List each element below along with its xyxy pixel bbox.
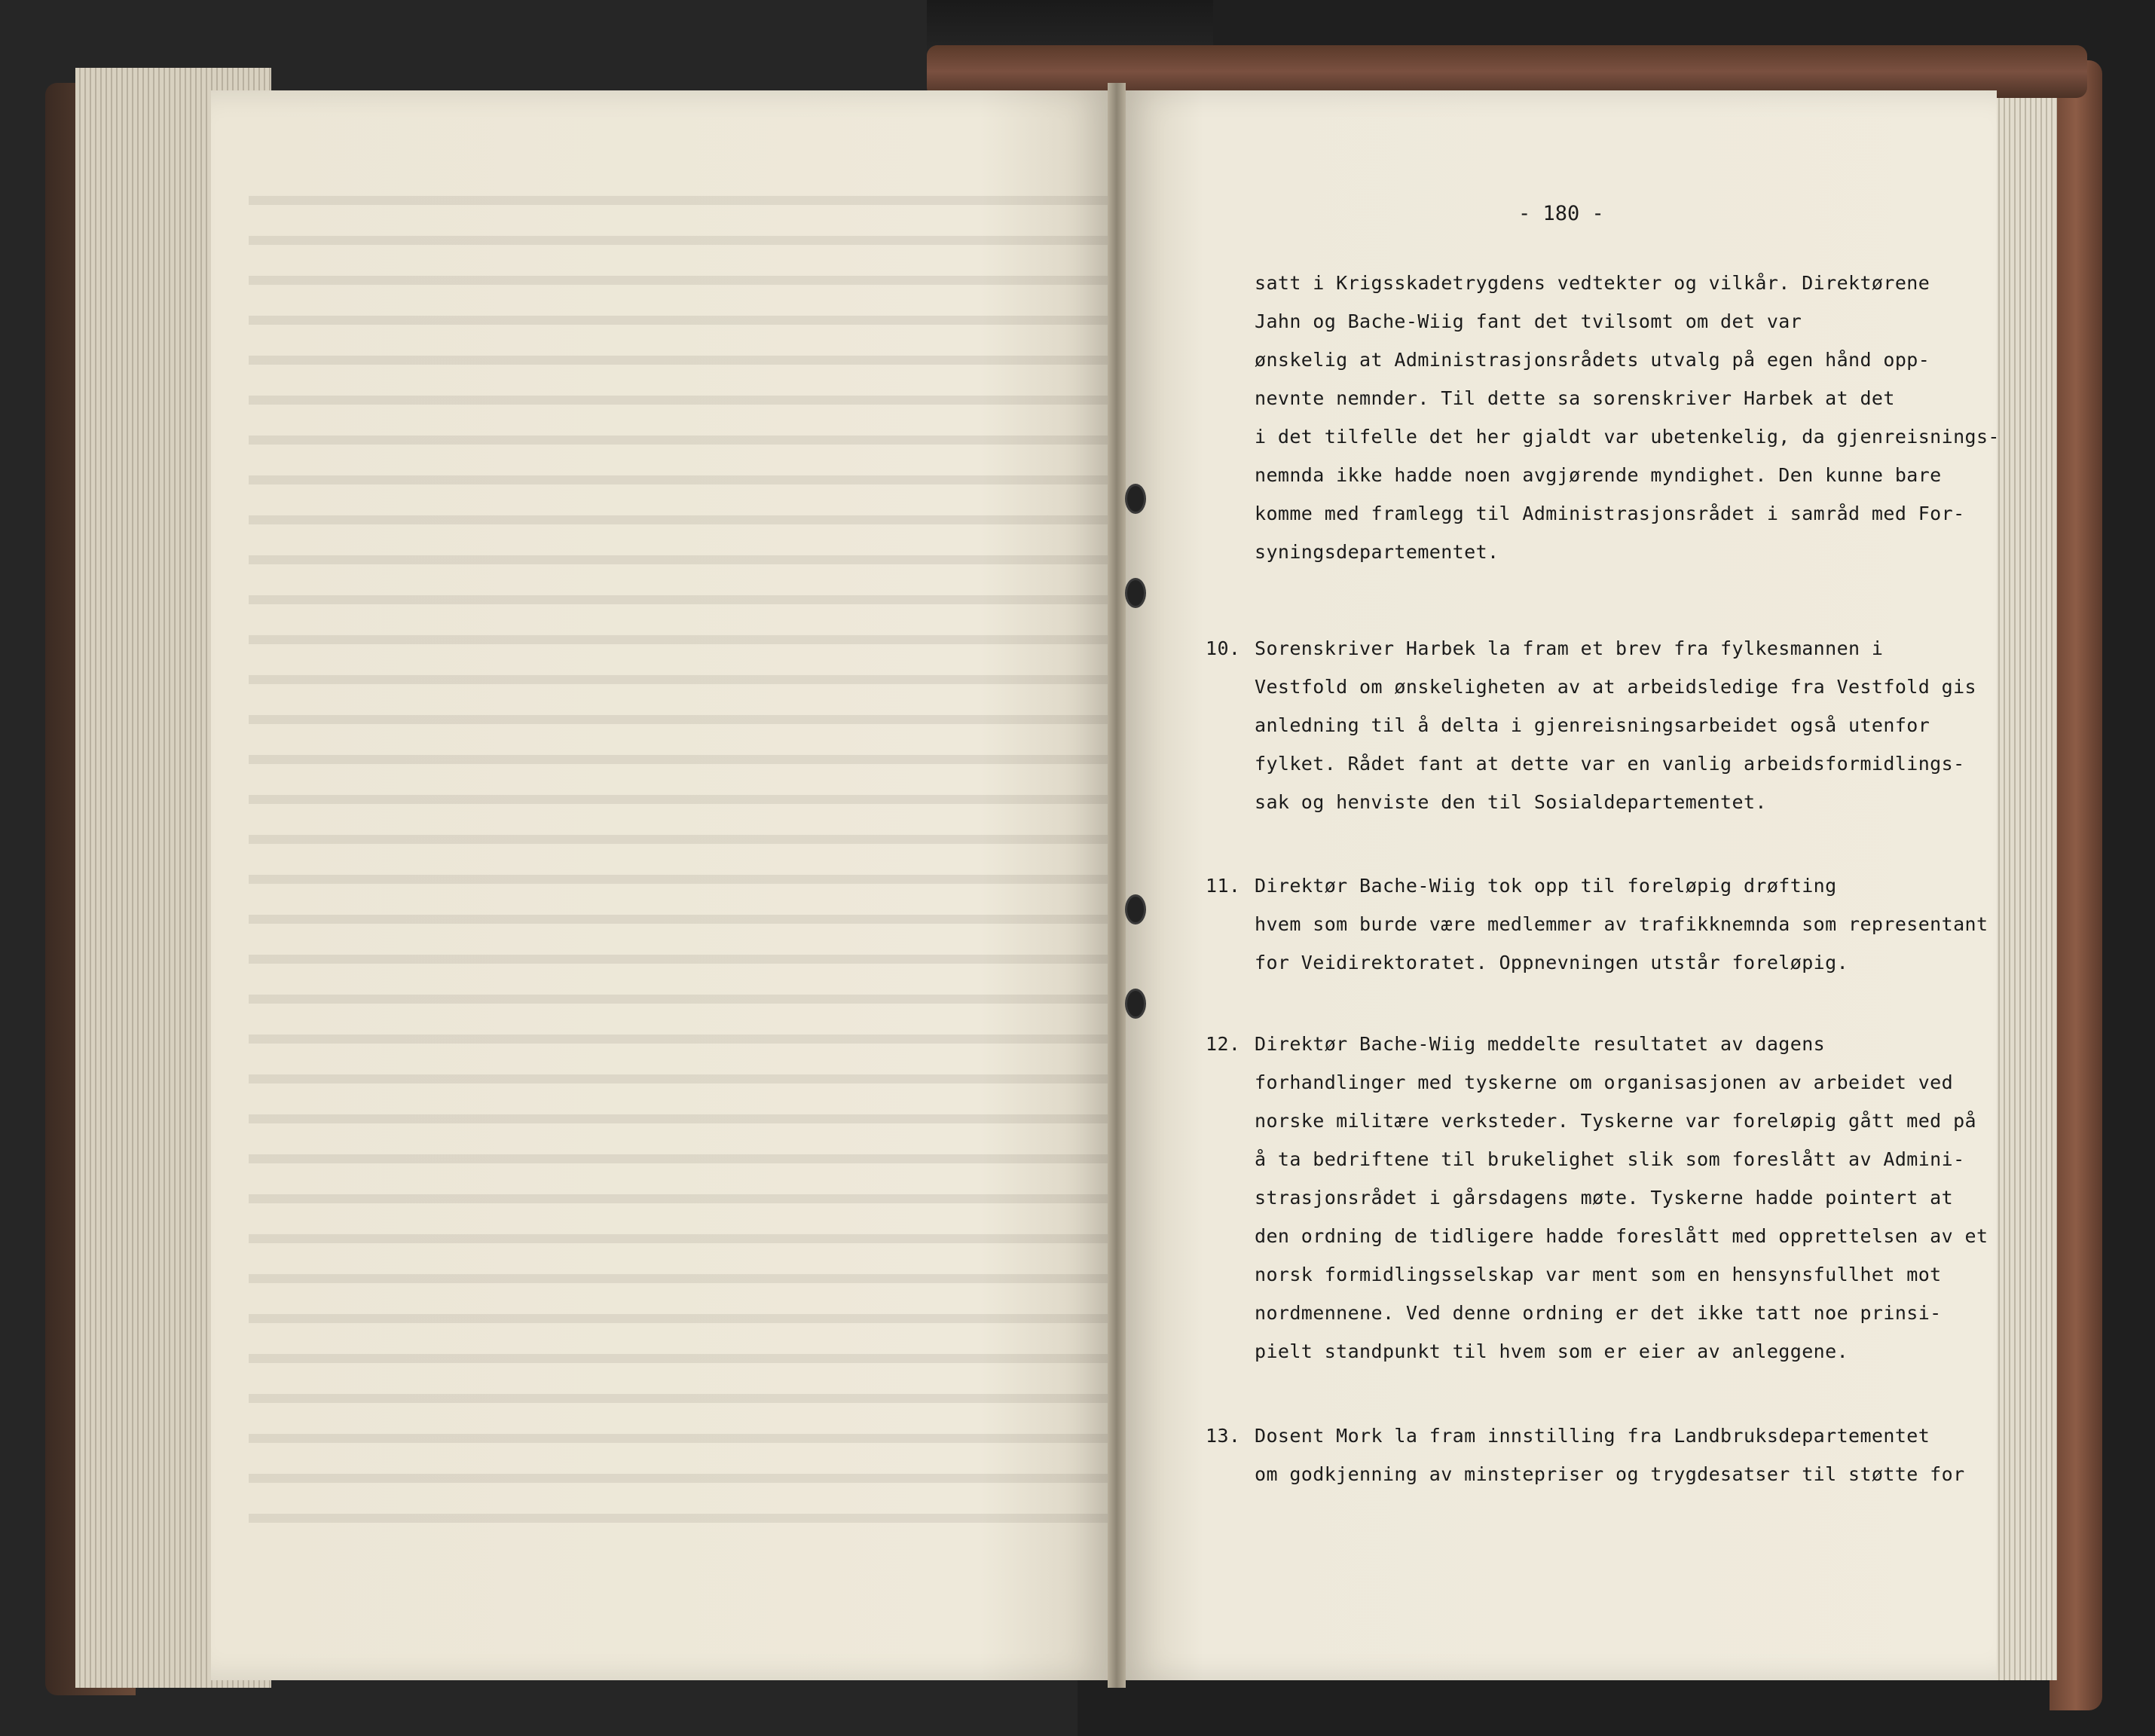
text-line: norsk formidlingsselskap var ment som en hensynsfullhet mot [1255, 1264, 1942, 1285]
text-line: forhandlinger med tyskerne om organisasjonen av arbeidet ved [1255, 1071, 1954, 1093]
text-line: i det tilfelle det her gjaldt var ubetenkelig, da gjenreisnings- [1255, 426, 2000, 448]
text-line: sak og henviste den til Sosialdepartementet. [1255, 791, 1767, 813]
text-line: Dosent Mork la fram innstilling fra Landbruksdepartementet [1255, 1425, 1930, 1447]
text-line: satt i Krigsskadetrygdens vedtekter og vilkår. Direktørene [1255, 272, 1930, 294]
text-line: nemnda ikke hadde noen avgjørende myndighet. Den kunne bare [1255, 464, 1942, 486]
binding-holes [1123, 0, 1153, 1736]
text-line: anledning til å delta i gjenreisningsarbeidet også utenfor [1255, 714, 1930, 736]
page-edges-right [1989, 75, 2057, 1680]
item-number: 12. [1206, 1033, 1241, 1055]
page-number: - 180 - [1518, 202, 1604, 225]
text-line: strasjonsrådet i gårsdagens møte. Tyskerne hadde pointert at [1255, 1187, 1954, 1209]
item-number: 10. [1206, 637, 1241, 659]
text-line: norske militære verksteder. Tyskerne var foreløpig gått med på [1255, 1110, 1976, 1132]
text-line: Direktør Bache-Wiig meddelte resultatet av dagens [1255, 1033, 1826, 1055]
text-line: hvem som burde være medlemmer av trafikknemnda som representant [1255, 913, 1988, 935]
binding-hole [1127, 486, 1144, 512]
text-line: pielt standpunkt til hvem som er eier av anleggene. [1255, 1340, 1849, 1362]
text-line: Sorenskriver Harbek la fram et brev fra fylkesmannen i [1255, 637, 1884, 659]
text-line: om godkjenning av minstepriser og trygdesatser til støtte for [1255, 1463, 1965, 1485]
binding-hole [1127, 897, 1144, 922]
bleed-through-text [249, 173, 1108, 1545]
text-line: nordmennene. Ved denne ordning er det ikke tatt noe prinsi- [1255, 1302, 1942, 1324]
text-line: komme med framlegg til Administrasjonsrådet i samråd med For- [1255, 503, 1965, 524]
text-line: Direktør Bache-Wiig tok opp til foreløpig drøfting [1255, 875, 1837, 897]
text-line: for Veidirektoratet. Oppnevningen utstår foreløpig. [1255, 952, 1849, 973]
text-line: Jahn og Bache-Wiig fant det tvilsomt om det var [1255, 310, 1802, 332]
text-line: den ordning de tidligere hadde foreslått med opprettelsen av et [1255, 1225, 1988, 1247]
binding-hole [1127, 580, 1144, 606]
text-line: Vestfold om ønskeligheten av at arbeidsledige fra Vestfold gis [1255, 676, 1976, 698]
text-line: ønskelig at Administrasjonsrådets utvalg på egen hånd opp- [1255, 349, 1930, 371]
item-number: 13. [1206, 1425, 1241, 1447]
text-line: nevnte nemnder. Til dette sa sorenskriver Harbek at det [1255, 387, 1895, 409]
text-line: syningsdepartementet. [1255, 541, 1499, 563]
book-cover-right [2050, 60, 2102, 1710]
text-line: fylket. Rådet fant at dette var en vanlig arbeidsformidlings- [1255, 753, 1965, 775]
item-number: 11. [1206, 875, 1241, 897]
text-line: å ta bedriftene til brukelighet slik som foreslått av Admini- [1255, 1148, 1965, 1170]
binding-hole [1127, 991, 1144, 1016]
